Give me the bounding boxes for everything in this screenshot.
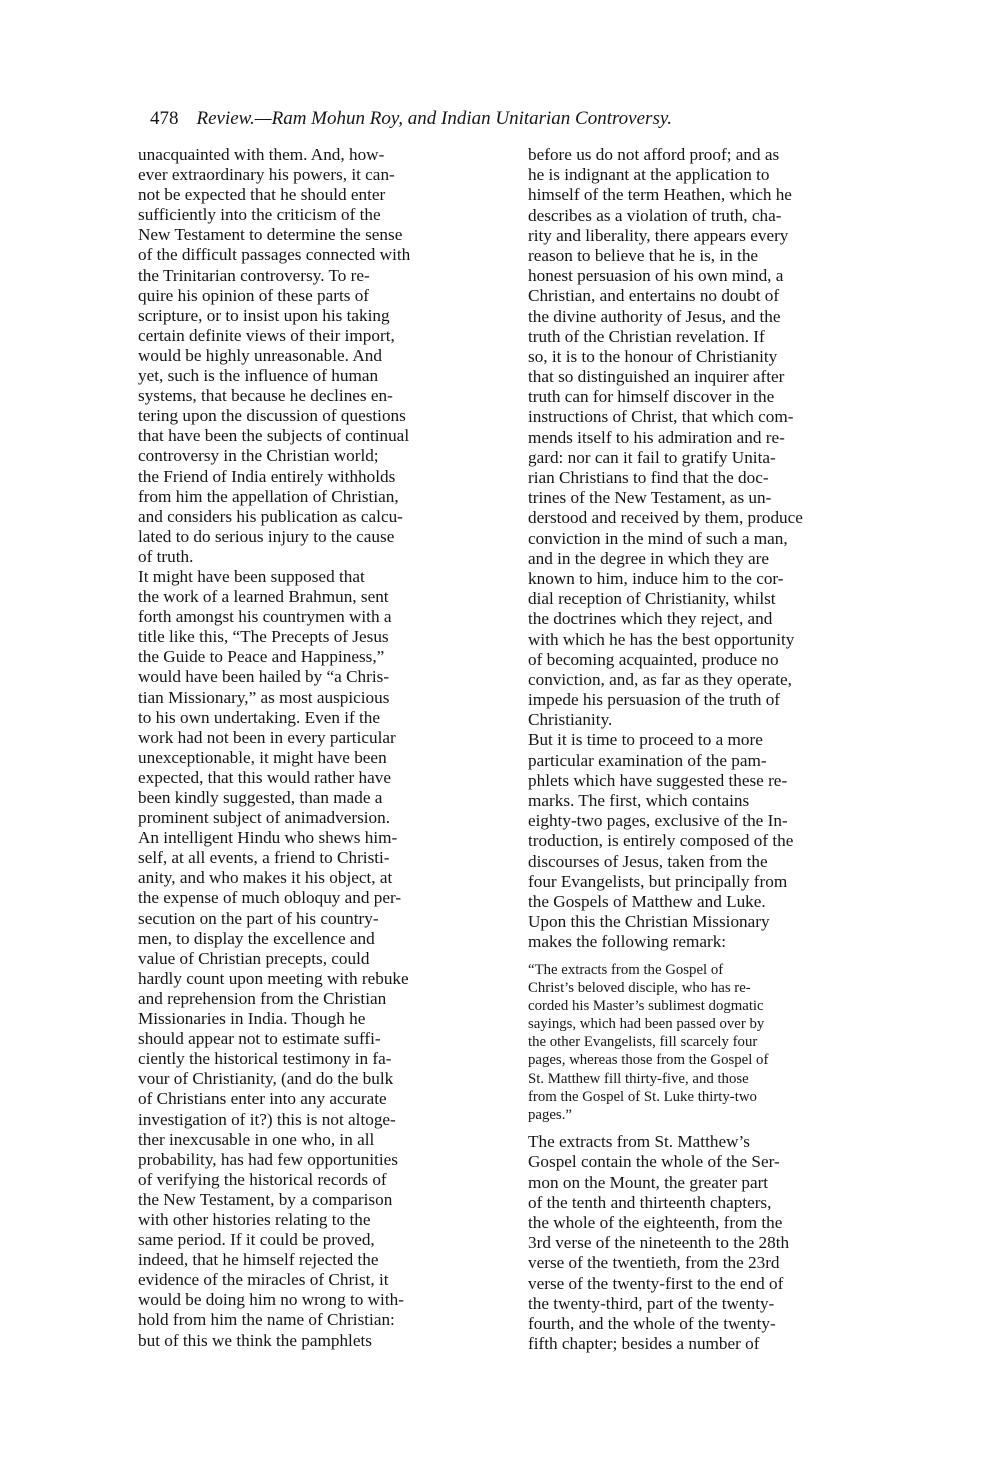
text-line: same period. If it could be proved,	[138, 1230, 375, 1250]
text-line: of becoming acquainted, produce no	[528, 649, 779, 669]
text-line: honest persuasion of his own mind, a	[528, 266, 784, 286]
text-line: eighty-two pages, exclusive of the In-	[528, 811, 788, 831]
text-line: impede his persuasion of the truth of	[528, 690, 781, 710]
text-line: verse of the twentieth, from the 23rd	[528, 1253, 780, 1273]
text-line: forth amongst his countrymen with a	[138, 607, 392, 627]
text-line: with other histories relating to the	[138, 1209, 371, 1229]
text-line: secution on the part of his country-	[138, 908, 379, 928]
text-line: Missionaries in India. Though he	[138, 1009, 366, 1029]
text-line: reason to believe that he is, in the	[528, 245, 759, 265]
text-line: discourses of Jesus, taken from the	[528, 851, 768, 871]
text-line: St. Matthew fill thirty-five, and those	[528, 1070, 749, 1087]
text-line: rian Christians to find that the doc-	[528, 468, 769, 487]
text-line: gard: nor can it fail to gratify Unita-	[528, 447, 776, 467]
text-line: hold from him the name of Christian:	[138, 1310, 395, 1330]
text-line: unexceptionable, it might have been	[138, 747, 387, 767]
text-line: vour of Christianity, (and do the bulk	[138, 1069, 394, 1089]
text-line: quire his opinion of these parts of	[138, 285, 370, 305]
text-line: verse of the twenty-first to the end of	[528, 1273, 784, 1293]
text-line: the twenty-third, part of the twenty-	[528, 1293, 775, 1313]
text-line: anity, and who makes it his object, at	[138, 868, 393, 888]
text-line: with which he has the best opportunity	[528, 629, 795, 649]
text-line: work had not been in every particular	[138, 727, 396, 747]
text-line: that have been the subjects of continual	[138, 426, 410, 446]
text-line: not be expected that he should enter	[138, 185, 386, 205]
text-line: of Christians enter into any accurate	[138, 1089, 387, 1109]
text-line: men, to display the excellence and	[138, 928, 375, 948]
text-line: the whole of the eighteenth, from the	[528, 1212, 783, 1232]
text-line: fourth, and the whole of the twenty-	[528, 1313, 776, 1333]
text-line: the Trinitarian controversy. To re-	[138, 265, 370, 285]
text-line: Christ’s beloved disciple, who has re-	[528, 979, 751, 996]
text-line: ever extraordinary his powers, it can-	[138, 165, 395, 185]
left-column	[138, 145, 521, 1351]
text-line: the doctrines which they reject, and	[528, 609, 773, 629]
text-line: rity and liberality, there appears every	[528, 225, 789, 245]
text-line: the Gospels of Matthew and Luke.	[528, 891, 766, 911]
text-line: self, at all events, a friend to Christi-	[138, 848, 390, 868]
text-line: corded his Master’s sublimest dogmatic	[528, 997, 764, 1014]
text-line: and in the degree in which they are	[528, 548, 770, 568]
text-line: 3rd verse of the nineteenth to the 28th	[528, 1233, 790, 1253]
right-column-text-bottom	[528, 1132, 900, 1354]
text-line: sayings, which had been passed over by	[528, 1016, 765, 1033]
text-line: unacquainted with them. And, how-	[138, 145, 385, 164]
text-line: mends itself to his admiration and re-	[528, 427, 785, 447]
text-line: truth can for himself discover in the	[528, 387, 775, 407]
text-line: pages, whereas those from the Gospel of	[528, 1052, 769, 1069]
text-line: before us do not afford proof; and as	[528, 145, 780, 164]
text-line: himself of the term Heathen, which he	[528, 185, 792, 205]
text-line: evidence of the miracles of Christ, it	[138, 1270, 389, 1290]
text-line: Gospel contain the whole of the Ser-	[528, 1152, 780, 1172]
text-line: derstood and received by them, produce	[528, 508, 803, 528]
text-line: tering upon the discussion of questions	[138, 406, 406, 426]
text-line: New Testament to determine the sense	[138, 225, 403, 245]
text-line: certain definite views of their import,	[138, 325, 395, 345]
text-line: marks. The first, which contains	[528, 791, 750, 810]
text-line: the expense of much obloquy and per-	[138, 888, 402, 908]
text-line: troduction, is entirely composed of the	[528, 831, 794, 851]
text-line: tian Missionary,” as most auspicious	[138, 687, 390, 707]
text-line: But it is time to proceed to a more	[528, 730, 763, 750]
text-line: investigation of it?) this is not altoge-	[138, 1109, 396, 1129]
text-line: the other Evangelists, fill scarcely four	[528, 1034, 758, 1051]
text-line: the Friend of India entirely withholds	[138, 466, 396, 486]
text-line: and considers his publication as calcu-	[138, 506, 403, 526]
text-line: but of this we think the pamphlets	[138, 1330, 372, 1350]
text-line: hardly count upon meeting with rebuke	[138, 968, 409, 988]
text-line: would be doing him no wrong to with-	[138, 1290, 404, 1310]
text-line: conviction in the mind of such a man,	[528, 528, 788, 548]
text-line: would be highly unreasonable. And	[138, 345, 382, 365]
text-line: the work of a learned Brahmun, sent	[138, 587, 389, 607]
text-line: from the Gospel of St. Luke thirty-two	[528, 1088, 757, 1105]
text-line: sufficiently into the criticism of the	[138, 205, 381, 225]
text-line: should appear not to estimate suffi-	[138, 1029, 381, 1049]
text-line: phlets which have suggested these re-	[528, 770, 788, 790]
text-line: conviction, and, as far as they operate,	[528, 669, 792, 689]
text-line: lated to do serious injury to the cause	[138, 526, 395, 546]
text-line: truth of the Christian revelation. If	[528, 326, 765, 346]
text-line: the divine authority of Jesus, and the	[528, 306, 781, 326]
text-line: four Evangelists, but principally from	[528, 871, 788, 891]
text-line: so, it is to the honour of Christianity	[528, 346, 778, 366]
text-line: fifth chapter; besides a number of	[528, 1334, 760, 1354]
text-line: “The extracts from the Gospel of	[528, 961, 724, 978]
text-line: indeed, that he himself rejected the	[138, 1250, 379, 1270]
block-quotation	[528, 961, 900, 1125]
right-column-text-top	[528, 145, 900, 953]
text-line: yet, such is the influence of human	[138, 366, 379, 386]
text-line: trines of the New Testament, as un-	[528, 488, 772, 508]
text-line: controversy in the Christian world;	[138, 446, 379, 466]
text-line: expected, that this would rather have	[138, 767, 391, 787]
text-line: of the tenth and thirteenth chapters,	[528, 1192, 772, 1212]
text-line: ther inexcusable in one who, in all	[138, 1129, 375, 1149]
text-line: of verifying the historical records of	[138, 1169, 387, 1189]
text-line: prominent subject of animadversion.	[138, 808, 391, 828]
text-line: from him the appellation of Christian,	[138, 486, 399, 506]
text-line: dial reception of Christianity, whilst	[528, 589, 776, 609]
text-line: mon on the Mount, the greater part	[528, 1172, 769, 1192]
running-header	[150, 104, 850, 134]
text-line: would have been hailed by “a Chris-	[138, 667, 390, 687]
text-line: been kindly suggested, than made a	[138, 788, 383, 807]
text-line: the Guide to Peace and Happiness,”	[138, 647, 385, 667]
text-line: makes the following remark:	[528, 932, 727, 952]
text-line: particular examination of the pam-	[528, 750, 767, 770]
right-column	[528, 145, 900, 1354]
text-line: and reprehension from the Christian	[138, 988, 387, 1008]
text-line: title like this, “The Precepts of Jesus	[138, 627, 389, 647]
text-line: describes as a violation of truth, cha-	[528, 205, 782, 225]
text-line: systems, that because he declines en-	[138, 386, 393, 406]
text-line: known to him, induce him to the cor-	[528, 568, 784, 588]
text-line: The extracts from St. Matthew’s	[528, 1132, 750, 1152]
text-line: It might have been supposed that	[138, 566, 365, 586]
text-line: to his own undertaking. Even if the	[138, 707, 381, 727]
text-line: probability, has had few opportunities	[138, 1149, 398, 1169]
text-line: scripture, or to insist upon his taking	[138, 305, 390, 325]
text-line: Christian, and entertains no doubt of	[528, 286, 780, 306]
text-line: pages.”	[528, 1107, 572, 1123]
text-line: Christianity.	[528, 710, 613, 730]
text-line: that so distinguished an inquirer after	[528, 367, 785, 387]
text-line: of truth.	[138, 546, 194, 566]
text-line: value of Christian precepts, could	[138, 948, 370, 968]
text-line: he is indignant at the application to	[528, 165, 770, 185]
text-line: Upon this the Christian Missionary	[528, 912, 770, 932]
text-line: instructions of Christ, that which com-	[528, 407, 794, 427]
text-line: ciently the historical testimony in fa-	[138, 1049, 392, 1069]
page-number: 478	[150, 108, 179, 129]
text-line: An intelligent Hindu who shews him-	[138, 828, 398, 848]
text-line: the New Testament, by a comparison	[138, 1189, 393, 1209]
running-title: Review.—Ram Mohun Roy, and Indian Unitarian Controversy.	[196, 108, 672, 129]
text-line: of the difficult passages connected with	[138, 245, 411, 265]
